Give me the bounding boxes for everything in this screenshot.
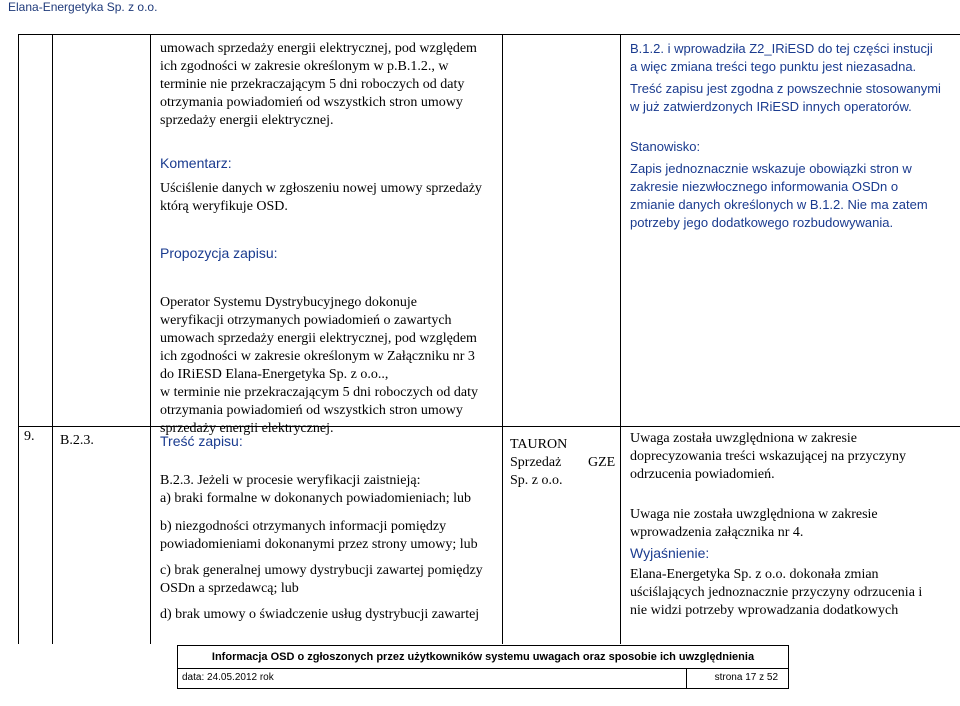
explain-text: Elana-Energetyka Sp. z o.o. dokonała zmian uściślających jednoznacznie przyczyny odrzucenia i nie widzi potrzeby wprowadzania dodatkowych	[630, 567, 923, 618]
col-divider-3	[150, 34, 151, 644]
content-label: Treść zapisu:	[160, 433, 243, 449]
submitter-1: TAURON	[510, 437, 568, 452]
col-divider-5	[620, 34, 621, 644]
stance-text: Zapis jednoznacznie wskazuje obowiązki stron w zakresie niezwłocznego informowania OSDn o zmianie danych określonych w B.1.2. Nie ma zatem potrzeby jego dodatkowego rozbudowywania.	[630, 161, 928, 230]
response-2: Uwaga nie została uwzględniona w zakresie wprowadzenia załącznika nr 4.	[630, 507, 878, 540]
comment-text: Uściślenie danych w zgłoszeniu nowej umowy sprzedaży którą weryfikuje OSD.	[160, 181, 482, 214]
content-text: B.2.3. Jeżeli w procesie weryfikacji zaistnieją: a) braki formalne w dokonanych powiadomieniach; lub	[160, 473, 472, 506]
explain-label: Wyjaśnienie:	[630, 545, 710, 561]
row-ref: B.2.3.	[60, 433, 94, 448]
col-divider-4	[502, 34, 503, 644]
comment-label: Komentarz:	[160, 155, 232, 171]
stance-label: Stanowisko:	[630, 139, 701, 154]
col-divider-1	[18, 34, 19, 644]
top-border	[18, 34, 960, 35]
col-divider-2	[52, 34, 53, 644]
proposal-label: Propozycja zapisu:	[160, 245, 278, 261]
submitter-3: GZE	[588, 455, 616, 470]
item-b: b) niezgodności otrzymanych informacji pomiędzy powiadomieniami dokonanymi przez strony umowy; lub	[160, 519, 478, 552]
top-left-text: umowach sprzedaży energii elektrycznej, pod względem ich zgodności w zakresie określonym w p.B.1.2., w terminie nie przekraczającym 5 dni roboczych od daty otrzymania powiadomień od wszystkich stron umowy sprzedaży energii elektrycznej.	[160, 41, 477, 128]
footer-title: Informacja OSD o zgłoszonych przez użytkowników systemu uwagach oraz sposobie ich uwzględnienia	[178, 646, 788, 669]
proposal-text: Operator Systemu Dystrybucyjnego dokonuje weryfikacji otrzymanych powiadomień o zawartych umowach sprzedaży energii elektrycznej, pod względem ich zgodności w zakresie określonym w Załączniku nr 3 do IRiESD Elana-Energetyka Sp. z o.o.., w terminie nie przekraczającym 5 dni roboczych od daty otrzymania powiadomień od wszystkich stron umowy sprzedaży energii elektrycznej.	[160, 295, 478, 436]
company-header: Elana-Energetyka Sp. z o.o.	[8, 0, 158, 14]
row-number: 9.	[24, 429, 35, 444]
response-1: Uwaga została uwzględniona w zakresie doprecyzowania treści wskazującej na przyczyny odrzucenia powiadomień.	[630, 431, 906, 482]
footer-divider	[686, 669, 687, 688]
item-d: d) brak umowy o świadczenie usług dystrybucji zawartej	[160, 607, 480, 622]
submitter-2: Sprzedaż	[510, 455, 562, 470]
footer-page-number: strona 17 z 52	[714, 672, 778, 683]
item-c: c) brak generalnej umowy dystrybucji zawartej pomiędzy OSDn a sprzedawcą; lub	[160, 563, 483, 596]
footer-box	[177, 645, 789, 689]
right-text-2: Treść zapisu jest zgodna z powszechnie stosowanymi w już zatwierdzonych IRiESD innych operatorów.	[630, 81, 941, 114]
submitter-4: Sp. z o.o.	[510, 473, 563, 488]
right-text-1: B.1.2. i wprowadziła Z2_IRiESD do tej części instucji a więc zmiana treści tego punktu jest niezasadna.	[630, 41, 933, 74]
footer-date: data: 24.05.2012 rok	[182, 672, 274, 683]
